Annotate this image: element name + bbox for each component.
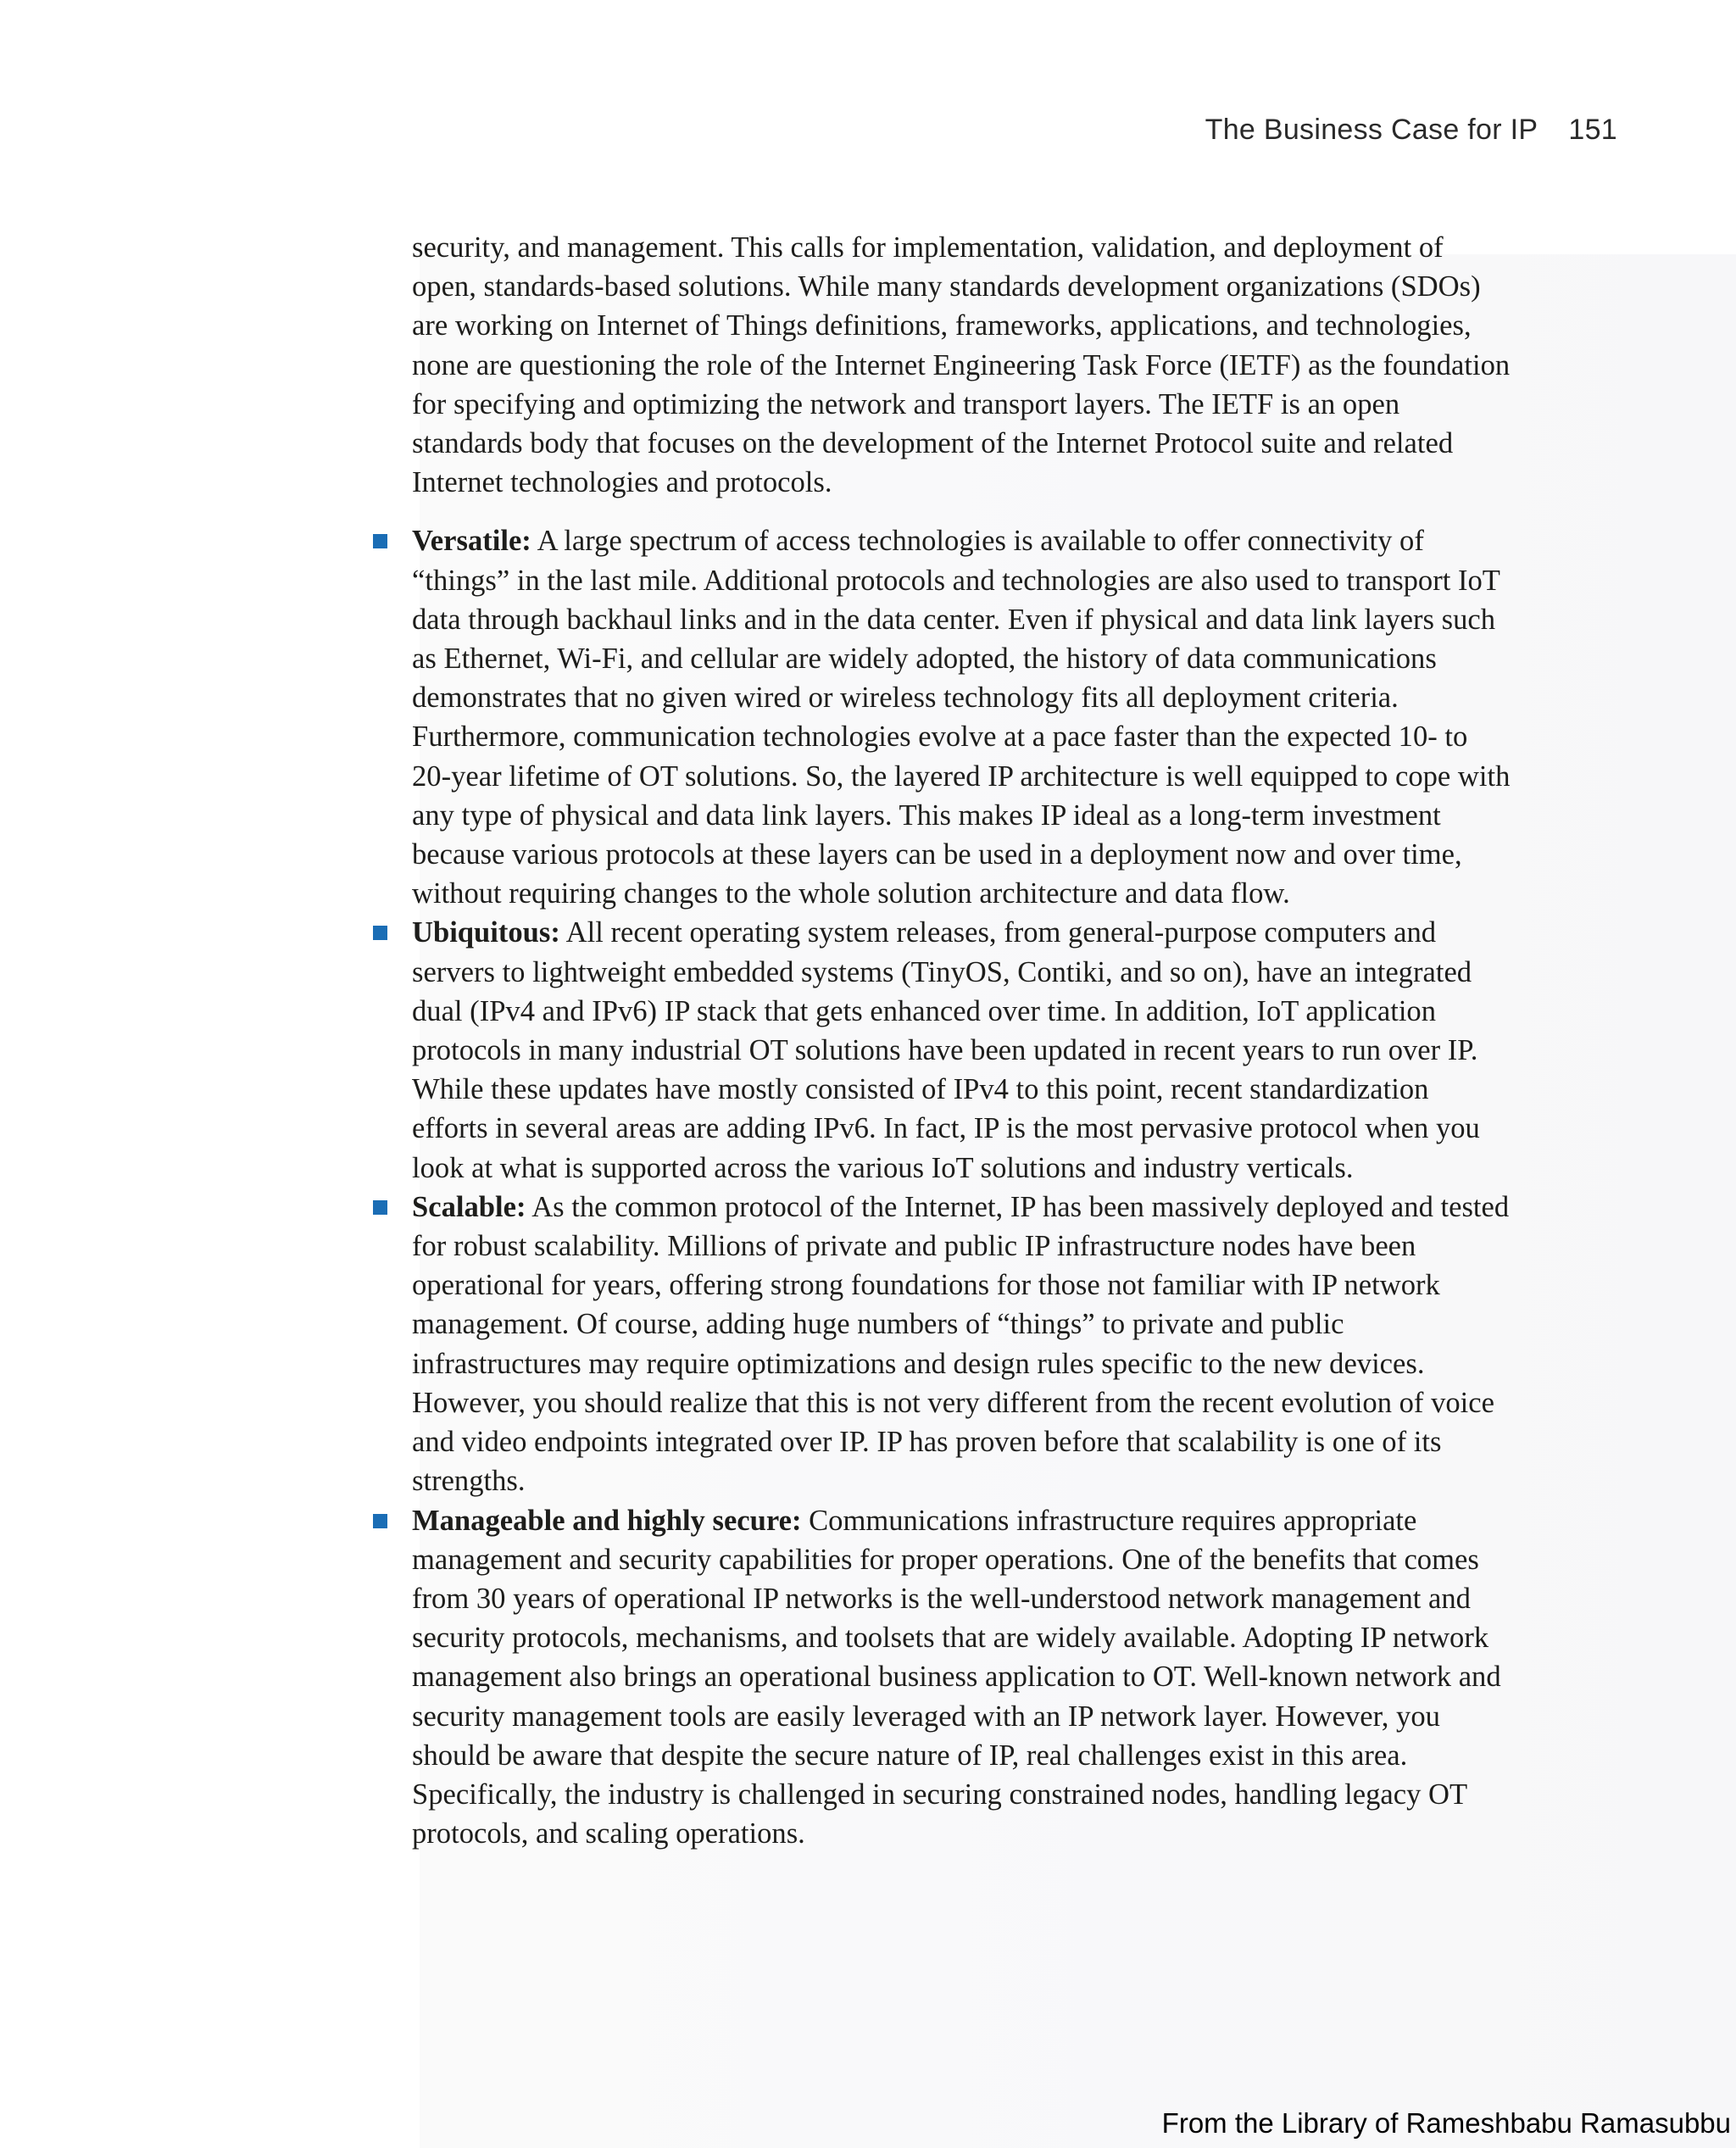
bullet-term: Versatile: <box>412 525 531 558</box>
library-footer: From the Library of Rameshbabu Ramasubbu <box>1161 2107 1731 2139</box>
square-bullet-icon <box>373 1200 387 1215</box>
bullet-term: Scalable: <box>412 1190 526 1223</box>
running-head <box>1205 114 1617 147</box>
page-body <box>412 228 1511 1853</box>
bullet-text: As the common protocol of the Internet, IP has been massively deployed and tested for robust scalability. Millions of private and public IP infrastructure nodes have been operational for years, offering strong foundations for those not familiar with IP network management. Of course, adding huge numbers of “things” to private and public infrastructures may require optimizations and design rules specific to the new devices. However, you should realize that this is not very different from the recent evolution of voice and video endpoints integrated over IP. IP has proven before that scalability is one of its strengths. <box>412 1190 1510 1498</box>
lead-paragraph: security, and management. This calls for implementation, validation, and deployment of open, standards-based solutions. While many standards development organizations (SDOs) are working on Internet of Things definitions, frameworks, applications, and technologies, none are questioning the role of the Internet Engineering Task Force (IETF) as the foundation for specifying and optimizing the network and transport layers. The IETF is an open standards body that focuses on the development of the Internet Protocol suite and related Internet technologies and protocols. <box>412 231 1511 499</box>
chapter-title: The Business Case for IP <box>1205 114 1538 146</box>
bullet-text: All recent operating system releases, from general-purpose computers and servers to lightweight embedded systems (TinyOS, Contiki, and so on), have an integrated dual (IPv4 and IPv6) IP stack that gets enhanced over time. In addition, IoT application protocols in many industrial OT solutions have been updated in recent years to run over IP. While these updates have mostly consisted of IPv4 to this point, recent standardization efforts in several areas are adding IPv6. In fact, IP is the most pervasive protocol when you look at what is supported across the various IoT solutions and industry verticals. <box>412 916 1480 1184</box>
square-bullet-icon <box>373 534 387 548</box>
bullet-item-ubiquitous <box>412 913 1511 1187</box>
bullet-term: Manageable and highly secure: <box>412 1504 802 1537</box>
bullet-text: Communications infrastructure requires appropriate management and security capabilities for proper operations. One of the benefits that comes from 30 years of operational IP networks is the well-understood network management and security protocols, mechanisms, and toolsets that are widely available. Adopting IP network management also brings an operational business application to OT. Well-known network and security management tools are easily leveraged with an IP network layer. However, you should be aware that despite the secure nature of IP, real challenges exist in this area. Specifically, the industry is challenged in securing constrained nodes, handling legacy OT protocols, and scaling operations. <box>412 1504 1501 1850</box>
bullet-term: Ubiquitous: <box>412 916 560 949</box>
square-bullet-icon <box>373 1514 387 1528</box>
bullet-item-versatile <box>412 521 1511 913</box>
bullet-item-scalable <box>412 1188 1511 1501</box>
square-bullet-icon <box>373 926 387 940</box>
bullet-item-manageable <box>412 1501 1511 1854</box>
bullet-text: A large spectrum of access technologies is available to offer connectivity of “things” in the last mile. Additional protocols and technologies are also used to transport IoT data through backhaul links and in the data center. Even if physical and data link layers such as Ethernet, Wi-Fi, and cellular are widely adopted, the history of data communications demonstrates that no given wired or wireless technology fits all deployment criteria. Furthermore, communication technologies evolve at a pace faster than the expected 10- to 20-year lifetime of OT solutions. So, the layered IP architecture is well equipped to cope with any type of physical and data link layers. This makes IP ideal as a long-term investment because various protocols at these layers can be used in a deployment now and over time, without requiring changes to the whole solution architecture and data flow. <box>412 525 1511 910</box>
page-number: 151 <box>1568 114 1617 146</box>
